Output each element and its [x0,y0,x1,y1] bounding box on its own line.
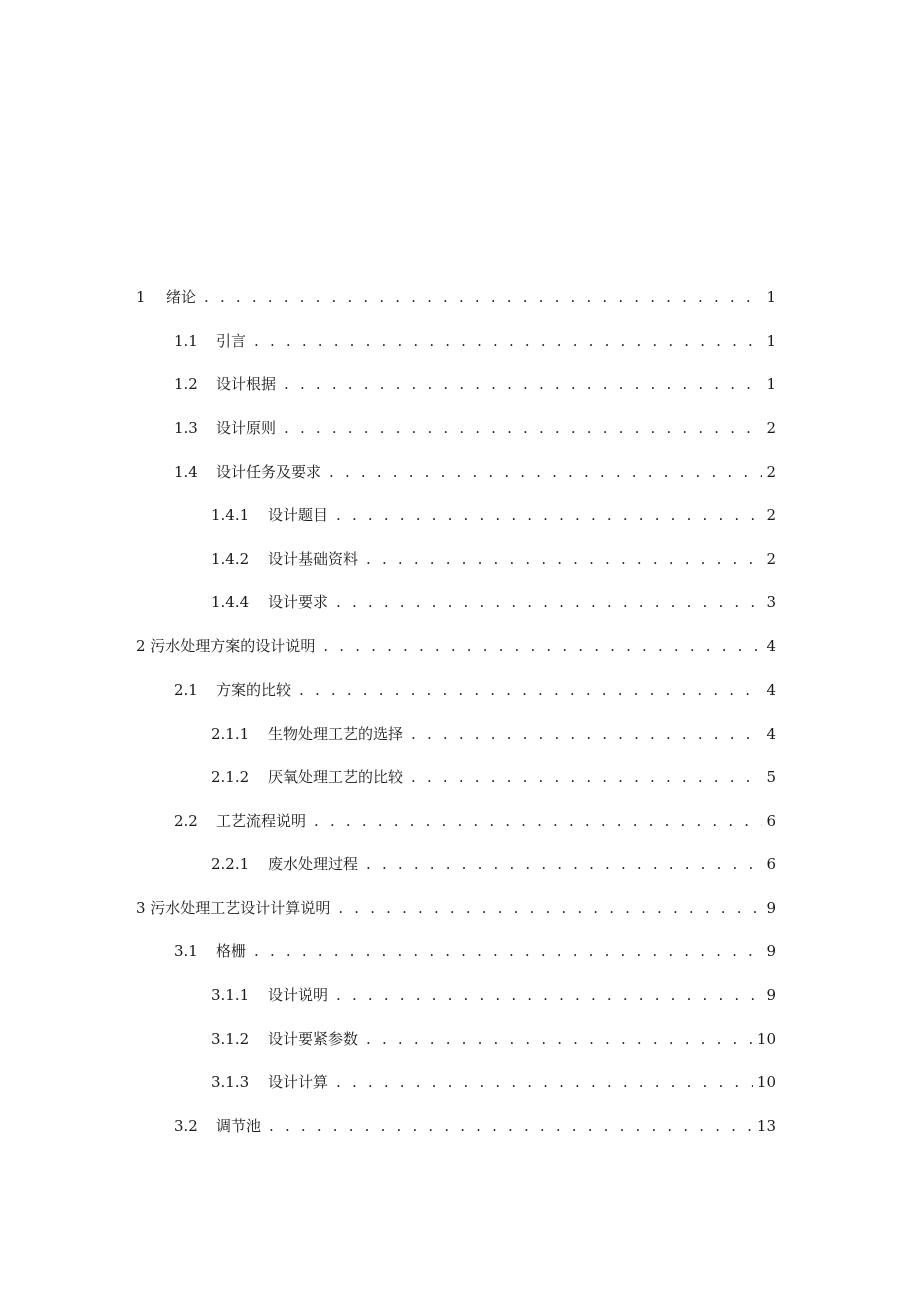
toc-page-number: 10 [756,1030,776,1048]
toc-dot-leader [411,763,762,791]
toc-page-number: 5 [766,768,776,786]
toc-page-number: 10 [756,1073,776,1091]
toc-entry[interactable] [136,283,776,311]
toc-title: 生物处理工艺的选择 [268,725,404,743]
toc-page-number: 6 [766,812,776,830]
toc-dot-leader [336,501,762,529]
toc-dot-leader [299,676,762,704]
toc-title: 厌氧处理工艺的比较 [268,768,404,786]
toc-number: 3.1.2 [211,1030,250,1048]
toc-dot-leader [204,283,762,311]
toc-entry[interactable] [136,632,776,660]
toc-dot-leader [336,1068,753,1096]
toc-entry[interactable] [211,1025,776,1053]
toc-page-number: 9 [766,899,776,917]
toc-dot-leader [366,545,762,573]
toc-dot-leader [323,632,762,660]
toc-page-number: 2 [766,419,776,437]
toc-page-number: 3 [766,593,776,611]
toc-entry[interactable] [211,588,776,616]
toc-dot-leader [366,850,762,878]
toc-page-number: 1 [766,288,776,306]
toc-number: 3.1 [174,942,198,960]
toc-number: 2.2 [174,812,198,830]
toc-entry[interactable] [211,850,776,878]
toc-page-number: 6 [766,855,776,873]
toc-number: 1.2 [174,375,198,393]
toc-page-number: 1 [766,375,776,393]
toc-title: 设计根据 [216,375,277,393]
toc-dot-leader [314,807,762,835]
toc-page-number: 9 [766,986,776,1004]
toc-title: 方案的比较 [216,681,292,699]
toc-dot-leader [329,458,762,486]
toc-title: 废水处理过程 [268,855,359,873]
toc-title: 引言 [216,332,247,350]
toc-number: 1.1 [174,332,198,350]
toc-title: 设计基础资料 [268,550,359,568]
toc-number: 2.2.1 [211,855,250,873]
toc-title: 绪论 [166,288,197,306]
toc-entry[interactable] [174,370,776,398]
toc-entry[interactable] [174,807,776,835]
toc-title: 设计要紧参数 [268,1030,359,1048]
toc-number: 2.1 [174,681,198,699]
toc-entry[interactable] [211,763,776,791]
toc-page-number: 4 [766,637,776,655]
toc-page-number: 2 [766,463,776,481]
toc-number: 1.4.2 [211,550,250,568]
toc-entry[interactable] [174,1112,776,1140]
toc-number: 3.1.1 [211,986,250,1004]
toc-number: 1.4.1 [211,506,250,524]
toc-dot-leader [411,720,762,748]
toc-page-number: 9 [766,942,776,960]
toc-title: 设计说明 [268,986,329,1004]
toc-title: 设计要求 [268,593,329,611]
toc-entry[interactable] [211,1068,776,1096]
toc-page-number: 1 [766,332,776,350]
toc-dot-leader [284,370,762,398]
toc-page-number: 2 [766,550,776,568]
toc-dot-leader [338,894,762,922]
toc-dot-leader [366,1025,753,1053]
toc-number: 1.4.4 [211,593,250,611]
toc-entry[interactable] [211,720,776,748]
toc-page-number: 4 [766,725,776,743]
toc-entry[interactable] [211,545,776,573]
toc-dot-leader [254,937,762,965]
toc-dot-leader [269,1112,753,1140]
toc-title: 设计任务及要求 [216,463,322,481]
toc-number: 3.1.3 [211,1073,250,1091]
toc-number: 1.4 [174,463,198,481]
toc-entry[interactable] [174,937,776,965]
toc-dot-leader [284,414,762,442]
toc-entry[interactable] [174,458,776,486]
toc-number: 2.1.1 [211,725,250,743]
toc-entry[interactable] [136,894,776,922]
toc-page-number: 2 [766,506,776,524]
toc-title: 设计原则 [216,419,277,437]
toc-number: 1.3 [174,419,198,437]
toc-dot-leader [336,981,762,1009]
toc-title: 2 污水处理方案的设计说明 [136,637,316,655]
toc-title: 设计题目 [268,506,329,524]
toc-title: 格栅 [216,942,247,960]
toc-entry[interactable] [211,981,776,1009]
toc-number: 1 [136,288,146,306]
toc-entry[interactable] [174,676,776,704]
toc-number: 3.2 [174,1117,198,1135]
toc-dot-leader [336,588,762,616]
toc-page-number: 13 [756,1117,776,1135]
toc-title: 工艺流程说明 [216,812,307,830]
toc-entry[interactable] [174,414,776,442]
toc-dot-leader [254,327,762,355]
toc-title: 3 污水处理工艺设计计算说明 [136,899,331,917]
toc-title: 设计计算 [268,1073,329,1091]
toc-title: 调节池 [216,1117,262,1135]
toc-number: 2.1.2 [211,768,250,786]
toc-page-number: 4 [766,681,776,699]
toc-entry[interactable] [211,501,776,529]
toc-entry[interactable] [174,327,776,355]
